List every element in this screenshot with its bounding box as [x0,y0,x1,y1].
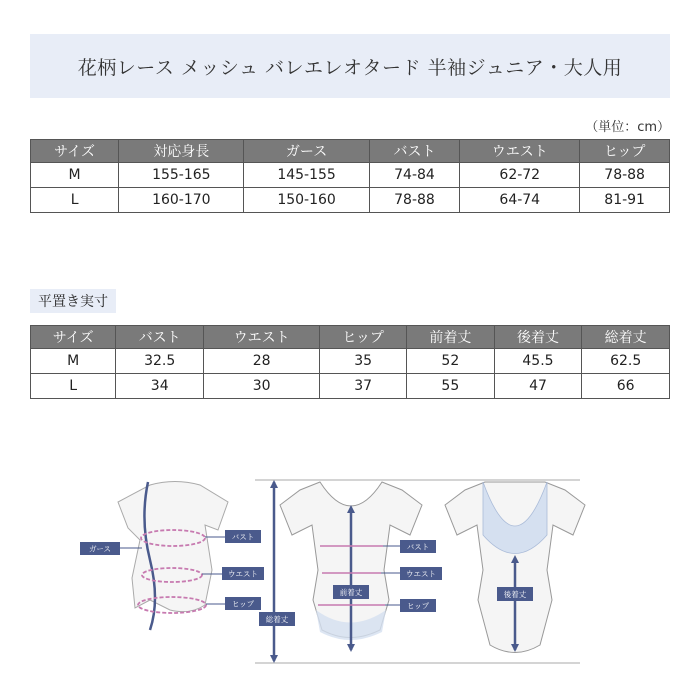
table-cell: 64-74 [460,188,580,213]
flat-measure-label: 平置き実寸 [30,289,116,313]
table-cell: 66 [582,374,670,399]
table-cell: 62.5 [582,349,670,374]
table-cell: 160-170 [119,188,244,213]
size-table [30,139,670,213]
table-cell: 52 [407,349,495,374]
product-title: 花柄レース メッシュ バレエレオタード 半袖ジュニア・大人用 [30,34,670,98]
header-cell: ガース [244,140,369,163]
table-cell: 45.5 [494,349,582,374]
girth-label [80,542,142,555]
hip-label-front [385,599,436,612]
bust-label-front [383,540,436,553]
table-cell: 34 [116,374,204,399]
header-cell: ウエスト [460,140,580,163]
header-cell: 前着丈 [407,326,495,349]
front-length-label-text: 前着丈 [339,588,363,597]
bust-label-text: バスト [231,532,255,542]
header-cell: バスト [369,140,460,163]
waist-label-text: ウエスト [228,569,258,579]
table-cell: 37 [320,374,407,399]
table-cell: 81-91 [580,188,670,213]
leotard-3d-figure [118,482,228,612]
header-cell: 後着丈 [494,326,582,349]
header-cell: ヒップ [580,140,670,163]
table-header-row [31,140,670,163]
table-row [31,349,670,374]
back-length-label [497,587,533,601]
total-length-label: 総着丈 [265,615,289,624]
table-cell: M [31,163,119,188]
table-cell: 78-88 [369,188,460,213]
table-row [31,163,670,188]
hip-label-front-text: ヒップ [406,601,430,611]
bust-label-left [205,530,261,543]
header-cell: 総着丈 [582,326,670,349]
table-cell: 155-165 [119,163,244,188]
table-header-row [31,326,670,349]
table-cell: L [31,374,116,399]
waist-label-front [381,567,442,580]
table-cell: 30 [204,374,320,399]
table-cell: 78-88 [580,163,670,188]
table-cell: 145-155 [244,163,369,188]
table-row [31,374,670,399]
table-cell: 62-72 [460,163,580,188]
header-cell: サイズ [31,326,116,349]
header-cell: ヒップ [320,326,407,349]
table-cell: 47 [494,374,582,399]
header-cell: バスト [116,326,204,349]
table-cell: L [31,188,119,213]
flat-measure-table [30,325,670,399]
bust-label-front-text: バスト [406,542,430,552]
table-row [31,188,670,213]
table-cell: 55 [407,374,495,399]
header-cell: ウエスト [204,326,320,349]
leotard-back [445,482,585,653]
hip-label-text: ヒップ [231,599,255,609]
header-cell: 対応身長 [119,140,244,163]
girth-label-text: ガース [88,544,112,554]
table-cell: 28 [204,349,320,374]
hip-label-left [206,597,261,610]
header-cell: サイズ [31,140,119,163]
table-cell: M [31,349,116,374]
table-cell: 35 [320,349,407,374]
table-cell: 150-160 [244,188,369,213]
back-length-label-text: 後着丈 [503,590,527,599]
waist-label-front-text: ウエスト [406,569,436,579]
table-cell: 32.5 [116,349,204,374]
unit-label: （単位：cm） [585,120,670,135]
table-cell: 74-84 [369,163,460,188]
measurement-diagram [0,460,700,700]
front-length-label [333,585,369,599]
